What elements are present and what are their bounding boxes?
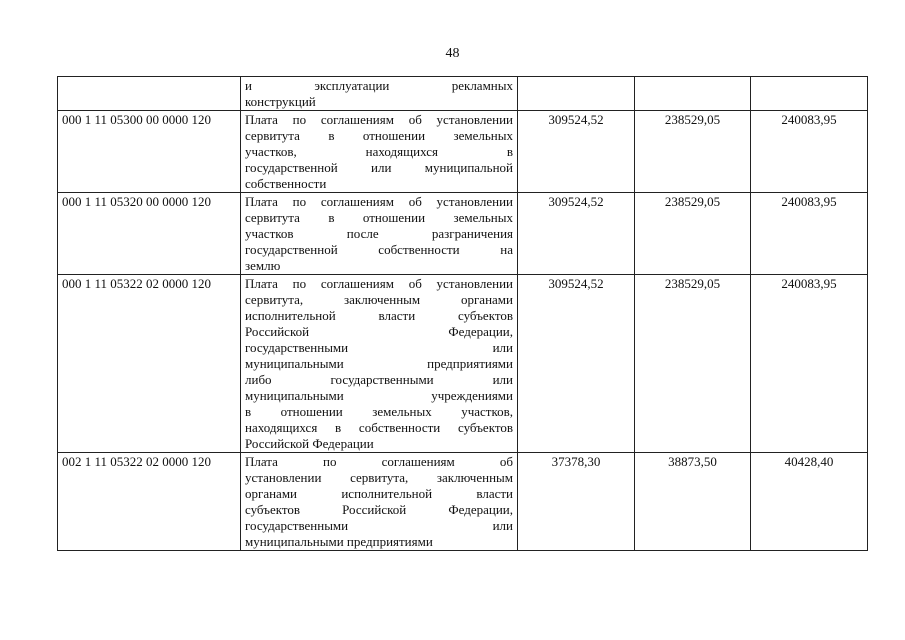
- amount-cell-1: 309524,52: [518, 111, 635, 193]
- budget-code-cell: [58, 77, 241, 111]
- amount-cell-2: [635, 77, 751, 111]
- description-line: муниципальными учреждениями: [245, 388, 513, 403]
- description-line: государственной собственности на: [245, 242, 513, 257]
- description-line: участков, находящихся в: [245, 144, 513, 159]
- description-line: органами исполнительной власти: [245, 486, 513, 501]
- description-cell: [241, 77, 518, 111]
- table-row: [58, 453, 868, 551]
- description-line: и эксплуатации рекламных: [245, 78, 513, 93]
- description-line: Плата по соглашениям об установлении: [245, 112, 513, 127]
- amount-cell-2: 38873,50: [635, 453, 751, 551]
- description-line: субъектов Российской Федерации,: [245, 502, 513, 517]
- description-line: установлении сервитута, заключенным: [245, 470, 513, 485]
- table-body: [58, 77, 868, 551]
- description-line: сервитута, заключенным органами: [245, 292, 513, 307]
- table-row: [58, 111, 868, 193]
- description-line: исполнительной власти субъектов: [245, 308, 513, 323]
- description-line: Плата по соглашениям об: [245, 454, 513, 469]
- description-line: либо государственными или: [245, 372, 513, 387]
- description-line: в отношении земельных участков,: [245, 404, 513, 419]
- description-line: муниципальными предприятиями: [245, 534, 433, 549]
- amount-cell-3: 240083,95: [751, 193, 868, 275]
- description-line: Плата по соглашениям об установлении: [245, 194, 513, 209]
- description-line: муниципальными предприятиями: [245, 356, 513, 371]
- table-row: [58, 193, 868, 275]
- description-line: Российской Федерации,: [245, 324, 513, 339]
- amount-cell-2: 238529,05: [635, 193, 751, 275]
- description-cell: [241, 453, 518, 551]
- description-line: сервитута в отношении земельных: [245, 210, 513, 225]
- page-number: 48: [445, 46, 460, 61]
- amount-cell-3: 240083,95: [751, 275, 868, 453]
- budget-code-cell: 000 1 11 05322 02 0000 120: [58, 275, 241, 453]
- description-line: конструкций: [245, 94, 316, 109]
- description-line: находящихся в собственности субъектов: [245, 420, 513, 435]
- description-line: Плата по соглашениям об установлении: [245, 276, 513, 291]
- description-line: участков после разграничения: [245, 226, 513, 241]
- description-cell: [241, 111, 518, 193]
- amount-cell-1: [518, 77, 635, 111]
- description-line: сервитута в отношении земельных: [245, 128, 513, 143]
- description-line: собственности: [245, 176, 327, 191]
- description-line: Российской Федерации: [245, 436, 374, 451]
- description-line: землю: [245, 258, 281, 273]
- amount-cell-2: 238529,05: [635, 111, 751, 193]
- amount-cell-3: 40428,40: [751, 453, 868, 551]
- table-row: [58, 77, 868, 111]
- budget-table: [57, 76, 868, 551]
- description-cell: [241, 275, 518, 453]
- description-line: государственными или: [245, 518, 513, 533]
- amount-cell-1: 309524,52: [518, 275, 635, 453]
- table-row: [58, 275, 868, 453]
- amount-cell-1: 309524,52: [518, 193, 635, 275]
- amount-cell-1: 37378,30: [518, 453, 635, 551]
- description-line: государственными или: [245, 340, 513, 355]
- amount-cell-2: 238529,05: [635, 275, 751, 453]
- budget-code-cell: 000 1 11 05320 00 0000 120: [58, 193, 241, 275]
- description-line: государственной или муниципальной: [245, 160, 513, 175]
- amount-cell-3: [751, 77, 868, 111]
- budget-code-cell: 000 1 11 05300 00 0000 120: [58, 111, 241, 193]
- budget-code-cell: 002 1 11 05322 02 0000 120: [58, 453, 241, 551]
- description-cell: [241, 193, 518, 275]
- amount-cell-3: 240083,95: [751, 111, 868, 193]
